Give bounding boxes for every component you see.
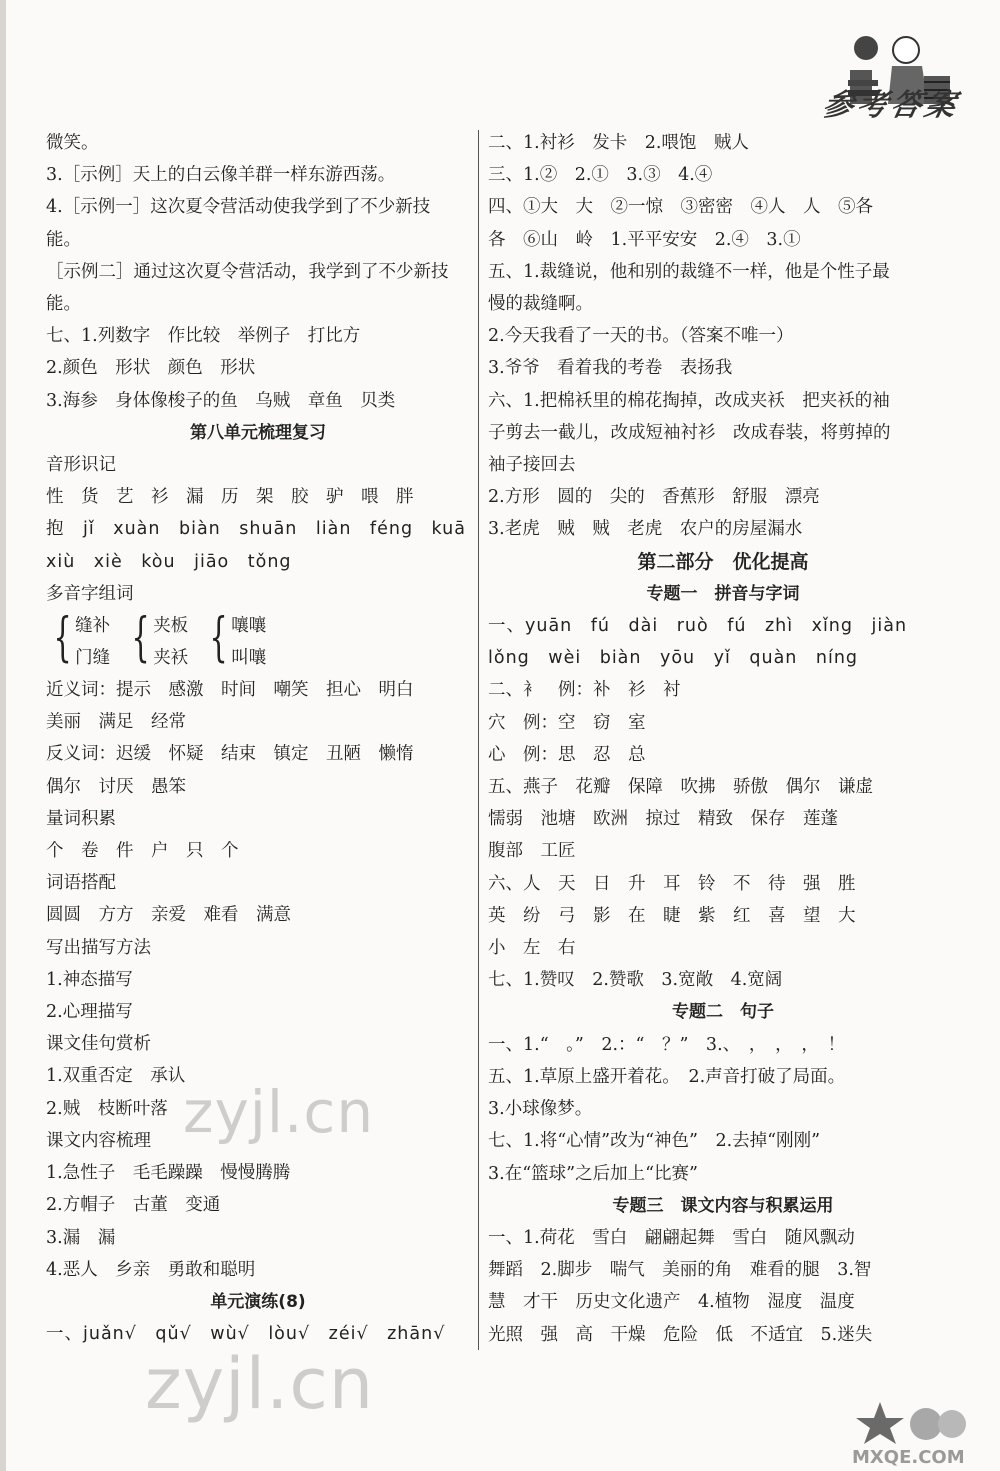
answer-line: 能。 xyxy=(46,229,81,250)
section-heading: 第八单元梳理复习 xyxy=(190,422,326,443)
answer-line: 4.恶人 乡亲 勇敢和聪明 xyxy=(46,1259,256,1280)
answer-line: 一、yuān fú dài ruò fú zhì xǐng jiàn xyxy=(488,616,908,637)
section-heading: 第二部分 优化提高 xyxy=(637,550,809,573)
site-logo-text: MXQE.COM xyxy=(852,1447,965,1468)
polyphone-word: 缝补 xyxy=(75,616,111,637)
answer-line: 七、1.赞叹 2.赞歌 3.宽敞 4.宽阔 xyxy=(488,970,783,991)
answer-line: 二、1.衬衫 发卡 2.喂饱 贼人 xyxy=(488,133,749,153)
polyphone-word: 嚷嚷 xyxy=(231,616,267,637)
answer-line: 七、1.将“心情”改为“神色” 2.去掉“刚刚” xyxy=(488,1131,821,1152)
answer-line: ［示例二］通过这次夏令营活动，我学到了不少新技 xyxy=(46,261,449,282)
answer-line: 圆圆 方方 亲爱 难看 满意 xyxy=(46,905,291,926)
answer-line: 音形识记 xyxy=(46,455,116,476)
answer-line: 2.心理描写 xyxy=(46,1002,133,1023)
answer-line: 慢的裁缝啊。 xyxy=(488,294,593,315)
answer-line: 一、1.“ 。” 2.：“ ？” 3.、 ， ， ， ！ xyxy=(488,1034,846,1055)
answer-line: 抱 jǐ xuàn biàn shuān liàn féng kuā xyxy=(46,519,466,540)
answer-line: 美丽 满足 经常 xyxy=(46,712,186,733)
brace-glyph: { xyxy=(209,608,228,669)
answer-line: 腹部 工匠 xyxy=(488,841,576,862)
answer-line: 3.小球像梦。 xyxy=(488,1099,593,1120)
answer-line: 2.贼 枝断叶落 xyxy=(46,1098,168,1119)
answer-line: 2.今天我看了一天的书。（答案不唯一） xyxy=(488,326,794,347)
brace-glyph: { xyxy=(131,608,150,669)
polyphone-brace xyxy=(202,610,266,674)
answer-line: 四、①大 大 ②一惊 ③密密 ④人 人 ⑤各 xyxy=(488,197,873,218)
answer-line: 微笑。 xyxy=(46,133,99,153)
answer-line: 写出描写方法 xyxy=(46,937,151,958)
answer-line: 心 例：思 忍 总 xyxy=(488,744,646,765)
answer-line: 六、人 天 日 升 耳 铃 不 待 强 胜 xyxy=(488,873,856,894)
answer-line: 六、1.把棉袄里的棉花掏掉，改成夹袄 把夹袄的袖 xyxy=(488,390,890,411)
section-heading: 专题一 拼音与字词 xyxy=(646,583,800,604)
polyphone-brace-group xyxy=(46,610,470,674)
answer-line: 2.方帽子 古董 变通 xyxy=(46,1195,221,1216)
column-divider xyxy=(478,130,479,1350)
answer-line: 五、1.草原上盛开着花。 2.声音打破了局面。 xyxy=(488,1066,846,1087)
polyphone-word: 门缝 xyxy=(75,648,111,669)
answer-line: 近义词：提示 感激 时间 嘲笑 担心 明白 xyxy=(46,680,414,701)
section-heading: 单元演练(8) xyxy=(210,1291,306,1312)
answer-line: 3.漏 漏 xyxy=(46,1227,116,1248)
right-column xyxy=(488,127,958,1351)
answer-line: 五、燕子 花瓣 保障 吹拂 骄傲 偶尔 谦虚 xyxy=(488,777,873,798)
site-logo xyxy=(850,1398,970,1468)
answer-line: 一、1.荷花 雪白 翩翩起舞 雪白 随风飘动 xyxy=(488,1227,855,1248)
polyphone-word: 夹板 xyxy=(153,616,189,637)
answer-line: 课文佳句赏析 xyxy=(46,1034,151,1055)
answer-line: 一、juǎn√ qǔ√ wù√ lòu√ zéi√ zhān√ xyxy=(46,1324,446,1345)
watermark-text: zyjl.cn xyxy=(183,1078,375,1146)
answer-line: 光照 强 高 干燥 危险 低 不适宜 5.迷失 xyxy=(488,1324,873,1345)
answer-line: 4.［示例一］这次夏令营活动使我学到了不少新技 xyxy=(46,197,431,218)
page-header xyxy=(700,30,963,130)
answer-line: 能。 xyxy=(46,294,81,315)
answer-line: 3.海参 身体像梭子的鱼 乌贼 章鱼 贝类 xyxy=(46,390,396,411)
answer-line: 二、衤 例：补 衫 衬 xyxy=(488,680,681,701)
polyphone-brace xyxy=(124,610,188,674)
left-column xyxy=(46,127,470,1350)
polyphone-word: 夹袄 xyxy=(153,648,189,669)
answer-line: 1.神态描写 xyxy=(46,969,133,990)
answer-line: lǒng wèi biàn yōu yǐ quàn níng xyxy=(488,648,859,669)
answer-line: 1.急性子 毛毛躁躁 慢慢腾腾 xyxy=(46,1163,291,1184)
section-heading: 专题三 课文内容与积累运用 xyxy=(612,1195,834,1216)
answer-line: 3.在“篮球”之后加上“比赛” xyxy=(488,1163,698,1184)
polyphone-word: 叫嚷 xyxy=(231,648,267,669)
answer-line: 各 ⑥山 岭 1.平平安安 2.④ 3.① xyxy=(488,229,801,250)
answer-line: 2.颜色 形状 颜色 形状 xyxy=(46,358,256,379)
answer-line: xiù xiè kòu jiāo tǒng xyxy=(46,551,292,572)
section-heading: 专题二 句子 xyxy=(672,1002,774,1023)
answer-line: 五、1.裁缝说，他和别的裁缝不一样，他是个性子最 xyxy=(488,261,890,282)
answer-line: 小 左 右 xyxy=(488,938,576,959)
answer-line: 穴 例：空 窃 室 xyxy=(488,712,646,733)
answer-line: 1.双重否定 承认 xyxy=(46,1066,186,1087)
brace-glyph: { xyxy=(53,608,72,669)
answer-line: 量词积累 xyxy=(46,808,116,829)
answer-line: 课文内容梳理 xyxy=(46,1130,151,1151)
answer-line: 偶尔 讨厌 愚笨 xyxy=(46,776,186,797)
page-edge xyxy=(0,0,6,1471)
answer-line: 三、1.② 2.① 3.③ 4.④ xyxy=(488,165,713,186)
answer-line: 3.老虎 贼 贼 老虎 农户的房屋漏水 xyxy=(488,519,803,540)
answer-line: 性 货 艺 衫 漏 历 架 胶 驴 喂 胖 xyxy=(46,487,414,508)
answer-line: 袖子接回去 xyxy=(488,455,576,476)
answer-line: 子剪去一截儿，改成短袖衬衫 改成春装，将剪掉的 xyxy=(488,422,891,443)
answer-line: 个 卷 件 户 只 个 xyxy=(46,841,239,862)
answer-line: 英 纷 弓 影 在 睫 紫 红 喜 望 大 xyxy=(488,905,856,926)
answer-line: 懦弱 池塘 欧洲 掠过 精致 保存 莲蓬 xyxy=(488,809,838,830)
answer-line: 多音字组词 xyxy=(46,583,134,604)
answer-line: 七、1.列数字 作比较 举例子 打比方 xyxy=(46,326,361,347)
polyphone-brace xyxy=(46,610,110,674)
watermark-text: zyjl.cn xyxy=(145,1343,375,1425)
answer-line: 舞蹈 2.脚步 喘气 美丽的角 难看的腿 3.智 xyxy=(488,1260,872,1281)
answer-line: 词语搭配 xyxy=(46,873,116,894)
answer-line: 3.爷爷 看着我的考卷 表扬我 xyxy=(488,358,733,379)
answer-line: 2.方形 圆的 尖的 香蕉形 舒服 漂亮 xyxy=(488,487,820,508)
answer-line: 慧 才干 历史文化遗产 4.植物 湿度 温度 xyxy=(488,1292,855,1313)
star-icon xyxy=(850,1398,970,1448)
answer-line: 反义词：迟缓 怀疑 结束 镇定 丑陋 懒惰 xyxy=(46,744,414,765)
answer-line: 3.［示例］天上的白云像羊群一样东游西荡。 xyxy=(46,165,396,186)
header-title: 参考答案 xyxy=(819,88,963,123)
